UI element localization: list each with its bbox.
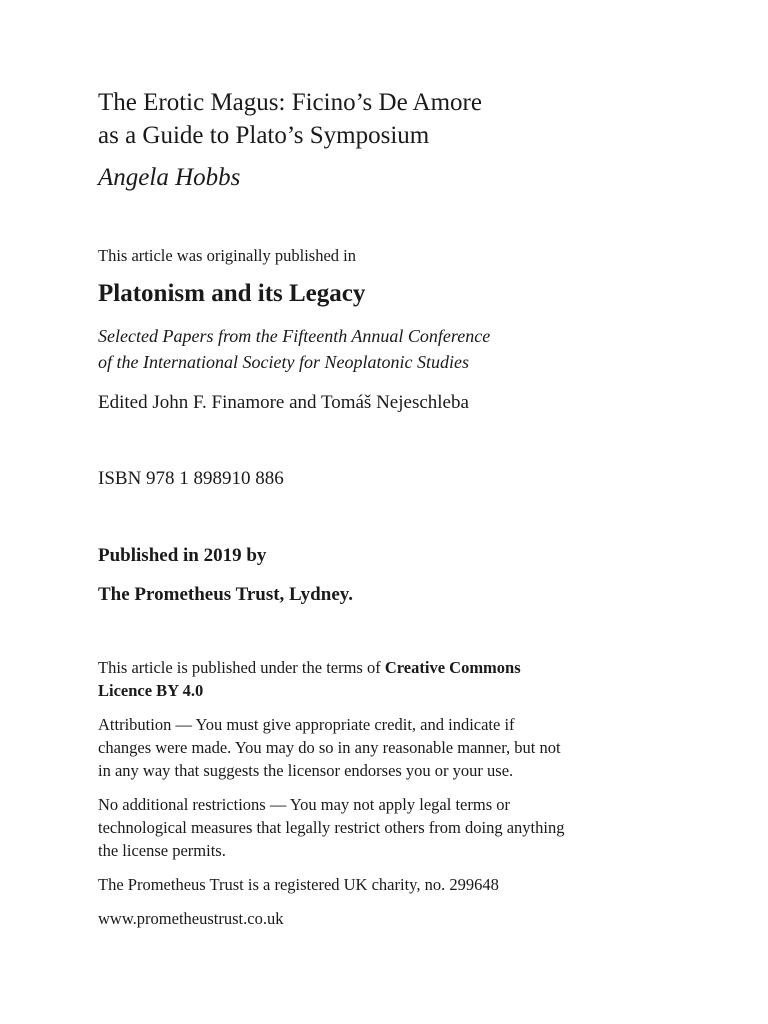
restrictions-line-1: No additional restrictions — You may not apply legal terms or <box>98 795 510 814</box>
license-name-part-1: Creative Commons <box>384 658 521 677</box>
book-editors: Edited John F. Finamore and Tomáš Nejeschleba <box>98 392 469 413</box>
book-subtitle-line-1: Selected Papers from the Fifteenth Annual Conference <box>98 326 491 346</box>
source-intro: This article was originally published in <box>98 246 356 265</box>
attribution-line-1: Attribution — You must give appropriate credit, and indicate if <box>98 715 515 734</box>
restrictions-line-2: technological measures that legally restrict others from doing anything <box>98 818 565 837</box>
isbn: ISBN 978 1 898910 886 <box>98 468 284 489</box>
article-title-line-1: The Erotic Magus: Ficino’s De Amore <box>98 89 482 116</box>
published-year: Published in 2019 by <box>98 545 267 566</box>
publisher-name: The Prometheus Trust, Lydney. <box>98 584 353 605</box>
article-title-line-2: as a Guide to Plato’s Symposium <box>98 122 430 149</box>
book-title: Platonism and its Legacy <box>98 280 366 307</box>
book-subtitle-line-2: of the International Society for Neoplatonic Studies <box>98 352 469 372</box>
license-intro-text: This article is published under the terms of <box>98 658 385 677</box>
website-link[interactable]: www.prometheustrust.co.uk <box>98 909 284 928</box>
attribution-line-2: changes were made. You may do so in any reasonable manner, but not <box>98 738 561 757</box>
restrictions-line-3: the license permits. <box>98 841 226 860</box>
license-intro <box>98 656 521 680</box>
attribution-line-3: in any way that suggests the licensor endorses you or your use. <box>98 761 514 780</box>
author-name: Angela Hobbs <box>98 164 241 191</box>
charity-statement: The Prometheus Trust is a registered UK charity, no. 299648 <box>98 875 499 894</box>
license-name-part-2: Licence BY 4.0 <box>98 681 204 700</box>
